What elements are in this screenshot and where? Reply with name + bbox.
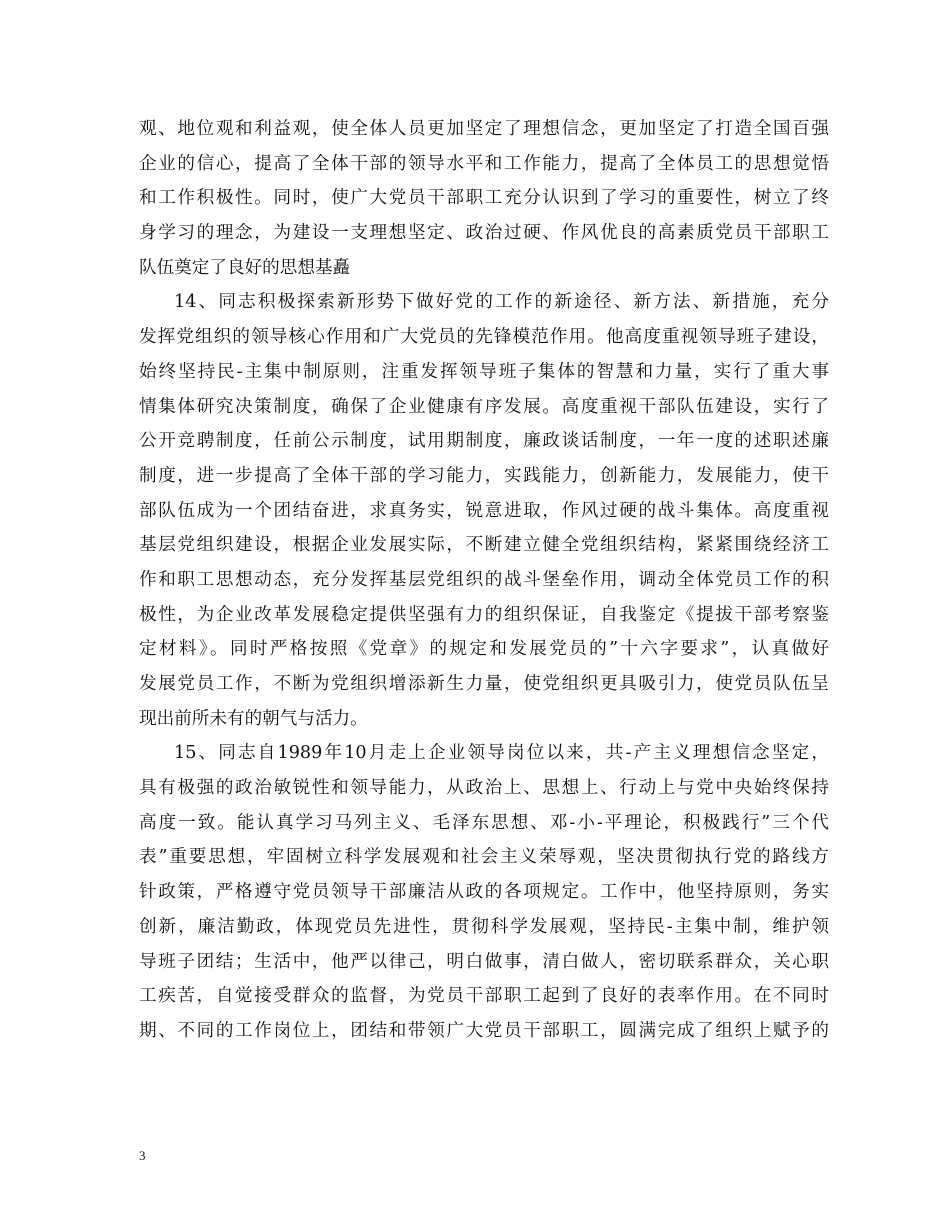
- text-line: 作和职工思想动态，充分发挥基层党组织的战斗堡垒作用，调动全体党员工作的积: [139, 569, 829, 590]
- text-line: 部队伍成为一个团结奋进，求真务实，锐意进取，作风过硬的战斗集体。高度重视: [139, 500, 829, 521]
- text-line: 公开竞聘制度，任前公示制度，试用期制度，廉政谈话制度，一年一度的述职述廉: [139, 431, 829, 452]
- text-line: 创新，廉洁勤政，体现党员先进性，贯彻科学发展观，坚持民-主集中制，维护领: [139, 916, 829, 937]
- text-line: 情集体研究决策制度，确保了企业健康有序发展。高度重视干部队伍建设，实行了: [139, 396, 829, 417]
- text-line: 现出前所未有的朝气与活力。: [139, 708, 368, 729]
- text-line: 定材料》。同时严格按照《党章》的规定和发展党员的”十六字要求”，认真做好: [139, 639, 829, 660]
- text-line: 表”重要思想，牢固树立科学发展观和社会主义荣辱观，坚决贯彻执行党的路线方: [139, 847, 829, 868]
- text-line: 高度一致。能认真学习马列主义、毛泽东思想、邓-小-平理论，积极践行”三个代: [139, 812, 829, 833]
- page-number: 3: [139, 1148, 146, 1163]
- text-line: 发挥党组织的领导核心作用和广大党员的先锋模范作用。他高度重视领导班子建设，: [139, 327, 829, 348]
- text-line: 发展党员工作，不断为党组织增添新生力量，使党组织更具吸引力，使党员队伍呈: [139, 674, 829, 694]
- text-line: 工疾苦，自觉接受群众的监督，为党员干部职工起到了良好的表率作用。在不同时: [139, 986, 829, 1007]
- text-line: 针政策，严格遵守党员领导干部廉洁从政的各项规定。工作中，他坚持原则，务实: [139, 882, 829, 903]
- text-line: 和工作积极性。同时，使广大党员干部职工充分认识到了学习的重要性，树立了终: [139, 188, 829, 209]
- text-line: 制度，进一步提高了全体干部的学习能力，实践能力，创新能力，发展能力，使干: [139, 465, 829, 486]
- text-line: 队伍奠定了良好的思想基矗: [139, 257, 351, 278]
- text-line: 身学习的理念，为建设一支理想坚定、政治过硬、作风优良的高素质党员干部职工: [139, 223, 829, 244]
- body-text: [139, 112, 829, 1049]
- text-line: 企业的信心，提高了全体干部的领导水平和工作能力，提高了全体员工的思想觉悟: [139, 153, 829, 174]
- text-line: 具有极强的政治敏锐性和领导能力，从政治上、思想上、行动上与党中央始终保持: [139, 778, 829, 799]
- text-line: 极性，为企业改革发展稳定提供坚强有力的组织保证，自我鉴定《提拔干部考察鉴: [139, 604, 829, 625]
- text-line: 导班子团结；生活中，他严以律己，明白做事，清白做人，密切联系群众，关心职: [139, 951, 829, 972]
- text-line: 观、地位观和利益观，使全体人员更加坚定了理想信念，更加坚定了打造全国百强: [139, 119, 829, 139]
- text-line: 期、不同的工作岗位上，团结和带领广大党员干部职工，圆满完成了组织上赋予的: [139, 1020, 829, 1041]
- paragraph-14-start: 14、同志积极探索新形势下做好党的工作的新途径、新方法、新措施，充分: [174, 292, 829, 313]
- text-line: 基层党组织建设，根据企业发展实际，不断建立健全党组织结构，紧紧围绕经济工: [139, 535, 829, 556]
- text-line: 始终坚持民-主集中制原则，注重发挥领导班子集体的智慧和力量，实行了重大事: [139, 361, 829, 382]
- paragraph-15-start: 15、同志自1989年10月走上企业领导岗位以来，共-产主义理想信念坚定，: [174, 743, 829, 764]
